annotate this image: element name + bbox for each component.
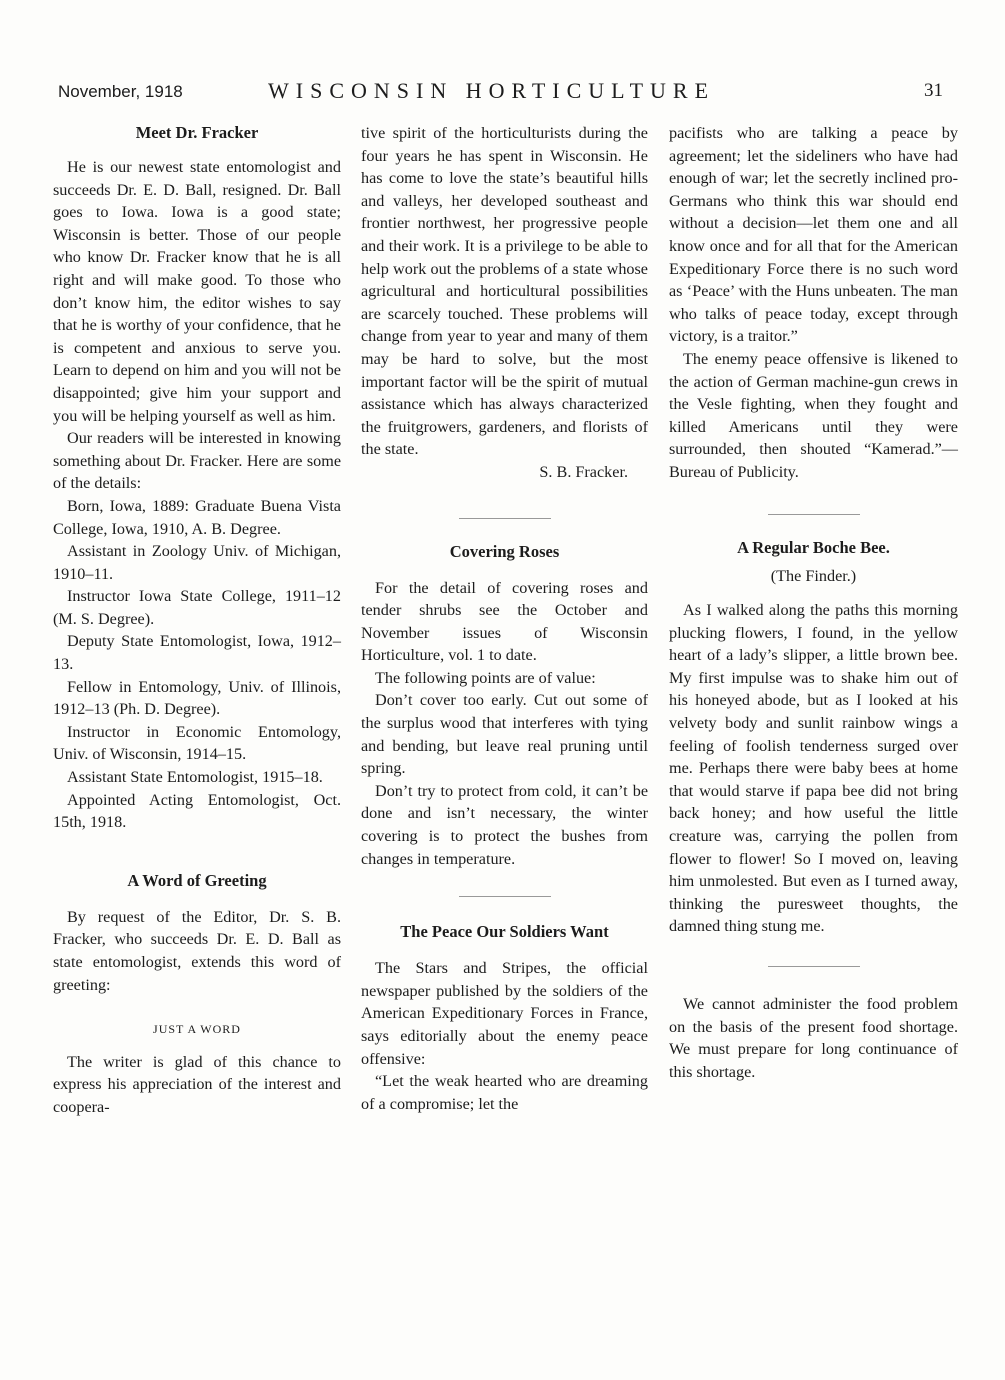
signature: S. B. Fracker. xyxy=(539,462,628,481)
paragraph: For the detail of covering roses and tender shrubs see the October and November issues of Wisconsin Horticulture, vol. 1 to date. xyxy=(361,578,648,665)
column-3 xyxy=(669,122,958,1083)
subheading-just-a-word: JUST A WORD xyxy=(153,1022,241,1037)
section-divider xyxy=(768,514,860,515)
paragraph: By request of the Editor, Dr. S. B. Fracker, who succeeds Dr. E. D. Ball as state entomologist, extends this word of greeting: xyxy=(53,907,341,994)
paragraph: Don’t cover too early. Cut out some of the surplus wood that interferes with tying and bending, but leave real pruning until spring. xyxy=(361,691,648,778)
paragraph: The writer is glad of this chance to express his appreciation of the interest and coopera- xyxy=(53,1052,341,1116)
article-heading-greeting: A Word of Greeting xyxy=(127,870,267,890)
article-heading-covering-roses: Covering Roses xyxy=(449,541,560,561)
bio-entry: Instructor Iowa State College, 1911–12 (M. S. Degree). xyxy=(53,587,341,628)
paragraph-food-note: We cannot administer the food problem on the basis of the present food shortage. We must prepare for long continuance of this shortage. xyxy=(669,995,958,1081)
quote-continued: pacifists who are talking a peace by agreement; let the sideliners who have had enough of war; let the secretly inclined pro-Germans who think this war should end without a decision—let them one and all know once and for all that for the American Expeditionary Force there is no such word as ‘Peace’ with the Huns unbeaten. The man who talks of peace today, except through victory, is a traitor.” xyxy=(669,124,958,346)
bio-entry: Assistant in Zoology Univ. of Michigan, 1910–11. xyxy=(53,542,341,583)
paragraph: As I walked along the paths this morning plucking flowers, I found, in the yellow heart of a lady’s slipper, a little brown bee. My first impulse was to shake him out of his honeyed abode, but as I looked at his velvety body and sunlit rainbow wings a feeling of foolish tenderness surged over me. Perhaps there were baby bees at home that would starve if papa bee did not bring back honey; and how useful the little creature was, carrying the pollen from flower to flower! So I moved on, leaving him unmolested. But even as I turned away, thinking the puresweet thoughts, the damned thing stung me. xyxy=(669,601,958,936)
paragraph: Don’t try to protect from cold, it can’t be done and isn’t necessary, the winter covering is to protect the bushes from changes in temperature. xyxy=(361,781,648,868)
bio-entry: Appointed Acting Entomologist, Oct. 15th, 1918. xyxy=(53,790,341,832)
quote-paragraph: “Let the weak hearted who are dreaming of a compromise; let the xyxy=(361,1072,648,1113)
article-heading-boche-bee: A Regular Boche Bee. xyxy=(737,537,890,557)
paragraph: Our readers will be interested in knowing something about Dr. Fracker. Here are some of the details: xyxy=(53,429,341,493)
bio-entry: Fellow in Entomology, Univ. of Illinois, 1912–13 (Ph. D. Degree). xyxy=(53,677,341,719)
paragraph: The enemy peace offensive is likened to the action of German machine-gun crews in the Vesle fighting, when they fought and killed Americans until they were surrounded, then shouted “Kamerad.”—Bureau of Publicity. xyxy=(669,349,958,481)
column-2 xyxy=(361,122,648,1115)
paragraph: The following points are of value: xyxy=(375,668,596,687)
bio-entry: Deputy State Entomologist, Iowa, 1912–13. xyxy=(53,632,341,674)
section-divider xyxy=(459,518,551,519)
section-divider xyxy=(459,896,551,897)
bio-entry: Assistant State Entomologist, 1915–18. xyxy=(67,768,323,787)
bio-entry: Instructor in Economic Entomology, Univ. of Wisconsin, 1914–15. xyxy=(53,722,341,764)
paragraph-continued: tive spirit of the horticulturists during the four years he has spent in Wisconsin. He has come to love the state’s beautiful hills and valleys, her developed southeast and frontier northwest, her progressive people and their work. It is a privilege to be able to help work out the problems of a state whose agricultural and horticultural possibilities are scarcely touched. These problems will change from year to year and many of them may be hard to solve, but the most important factor will be the spirit of mutual assistance which has always characterized the fruitgrowers, gardeners, and florists of the state. xyxy=(361,124,648,459)
bio-entry: Born, Iowa, 1889: Graduate Buena Vista College, Iowa, 1910, A. B. Degree. xyxy=(53,496,341,538)
issue-date: November, 1918 xyxy=(58,82,183,101)
article-heading-meet-fracker: Meet Dr. Fracker xyxy=(135,123,259,142)
article-heading-peace-soldiers: The Peace Our Soldiers Want xyxy=(400,922,609,942)
paragraph: He is our newest state entomologist and succeeds Dr. E. D. Ball, resigned. Dr. Ball goes to Iowa. Iowa is a good state; Wisconsin is better. Those of our people who know Dr. Fracker know that he is all right and will make good. To those who don’t know him, the editor wishes to say that he is worthy of your confidence, that he is competent and anxious to serve you. Learn to depend on him and you will not be disappointed; give him your support and you will be helping yourself as well as him. xyxy=(53,158,341,425)
column-1 xyxy=(53,122,341,1119)
article-source: (The Finder.) xyxy=(770,566,857,585)
paragraph: The Stars and Stripes, the official newspaper published by the soldiers of the American Expeditionary Forces in France, says editorially about the enemy peace offensive: xyxy=(361,959,648,1068)
page-number: 31 xyxy=(924,80,943,101)
running-head xyxy=(58,78,943,108)
journal-title: WISCONSIN HORTICULTURE xyxy=(268,78,716,103)
